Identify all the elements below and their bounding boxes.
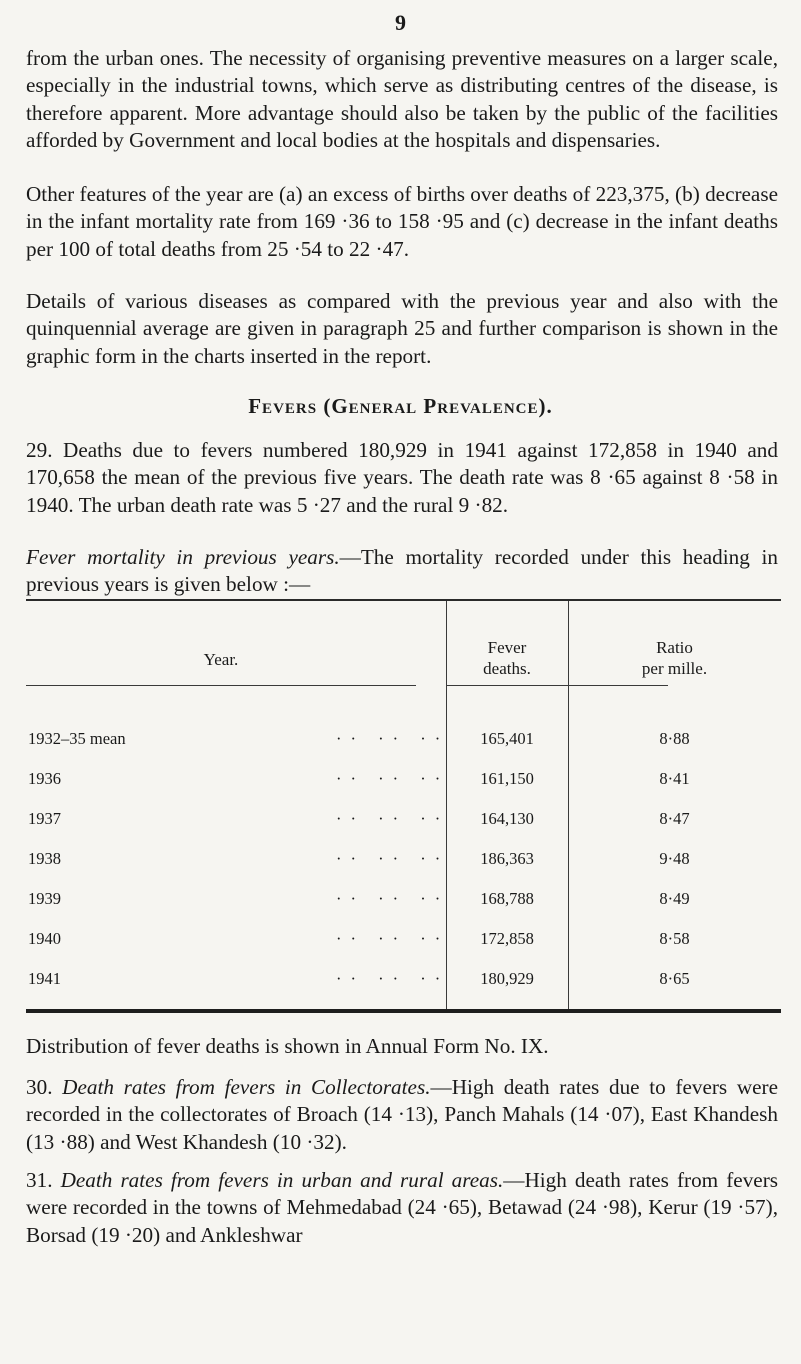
row-deaths: 180,929 [480,969,534,988]
row-deaths: 168,788 [480,889,534,908]
header-fever-deaths [446,637,568,679]
row-ratio: 8·47 [659,809,690,828]
header-ratio-line1: Ratio [656,638,693,657]
row-ratio: 8·49 [659,889,690,908]
paragraph-intro: from the urban ones. The necessity of organising preventive measures on a larger scale, especially in the industrial towns, which serve as distributing centres of the disease, is therefore apparent. More advantage should also be taken by the public of the facilities afforded by Government and local bodies at the hospitals and dispensaries. [26,46,778,152]
table-row [26,889,781,923]
row-year: 1936 [28,769,61,788]
header-ratio-line2: per mille. [641,659,708,678]
row-year: 1937 [28,809,61,828]
paragraph-30 [26,1074,778,1156]
section-heading: Fevers (General Prevalence). [248,394,553,418]
table-row [26,969,781,1003]
paragraph-30-number: 30. [26,1075,53,1099]
row-year: 1939 [28,889,61,908]
row-leader: ·· ·· ·· [336,889,450,908]
paragraph-31-text: —High death rates from fevers were recorded in the towns of Mehmedabad (24 ·65), Betawad (24 ·98), Kerur (19 ·57), Borsad (19 ·20) and Ankleshwar [26,1168,779,1247]
row-ratio: 8·88 [659,729,690,748]
header-fever-deaths-line2: deaths. [483,659,531,678]
header-underline [568,685,668,686]
row-ratio: 9·48 [659,849,690,868]
row-leader: ·· ·· ·· [336,849,450,868]
row-year: 1940 [28,929,61,948]
table-row [26,809,781,843]
table-row [26,929,781,963]
paragraph-30-title: Death rates from fevers in Collectorates. [62,1075,431,1099]
header-underline [26,685,416,686]
paragraph-31-title: Death rates from fevers in urban and rural areas. [60,1168,504,1192]
paragraph-31 [26,1167,778,1249]
row-deaths: 161,150 [480,769,534,788]
row-leader: ·· ·· ·· [336,809,450,828]
paragraph-30-text: —High death rates due to fevers were recorded in the collectorates of Broach (14 ·13), Panch Mahals (14 ·07), East Khandesh (13 ·88) and West Khandesh (10 ·32). [26,1075,779,1154]
row-deaths: 186,363 [480,849,534,868]
fever-deaths-table [26,599,781,1013]
row-deaths: 165,401 [480,729,534,748]
table-row [26,769,781,803]
table-row [26,729,781,763]
table-row [26,849,781,883]
row-leader: ·· ·· ·· [336,929,450,948]
paragraph-other-features: Other features of the year are (a) an excess of births over deaths of 223,375, (b) decrease in the infant mortality rate from 169 ·36 to 158 ·95 and (c) decrease in the infant deaths per 100 of total deaths from 25 ·54 to 22 ·47. [26,182,778,261]
row-year: 1932–35 mean [28,729,126,748]
paragraph-fever-mortality-text: —The mortality recorded under this heading in previous years is given below :— [26,545,778,597]
paragraph-31-number: 31. [26,1168,53,1192]
row-deaths: 164,130 [480,809,534,828]
row-deaths: 172,858 [480,929,534,948]
page-number: 9 [395,10,406,35]
paragraph-fever-mortality [26,544,778,599]
distribution-note: Distribution of fever deaths is shown in Annual Form No. IX. [26,1034,549,1058]
row-ratio: 8·41 [659,769,690,788]
table-top-rule [26,599,781,601]
row-ratio: 8·65 [659,969,690,988]
header-underline [446,685,568,686]
header-fever-deaths-line1: Fever [487,638,527,657]
row-leader: ·· ·· ·· [336,969,450,988]
row-ratio: 8·58 [659,929,690,948]
header-ratio [568,637,781,679]
header-year: Year. [203,650,239,669]
row-leader: ·· ·· ·· [336,769,450,788]
row-year: 1941 [28,969,61,988]
row-year: 1938 [28,849,61,868]
paragraph-29: 29. Deaths due to fevers numbered 180,929 in 1941 against 172,858 in 1940 and 170,658 the mean of the previous five years. The death rate was 8 ·65 against 8 ·58 in 1940. The urban death rate was 5 ·27 and the rural 9 ·82. [26,438,778,517]
paragraph-fever-mortality-title: Fever mortality in previous years. [26,545,340,569]
table-bottom-rule [26,1009,781,1013]
paragraph-details: Details of various diseases as compared with the previous year and also with the quinquennial average are given in paragraph 25 and further comparison is shown in the graphic form in the charts inserted in the report. [26,289,778,368]
row-leader: ·· ·· ·· [336,729,450,748]
